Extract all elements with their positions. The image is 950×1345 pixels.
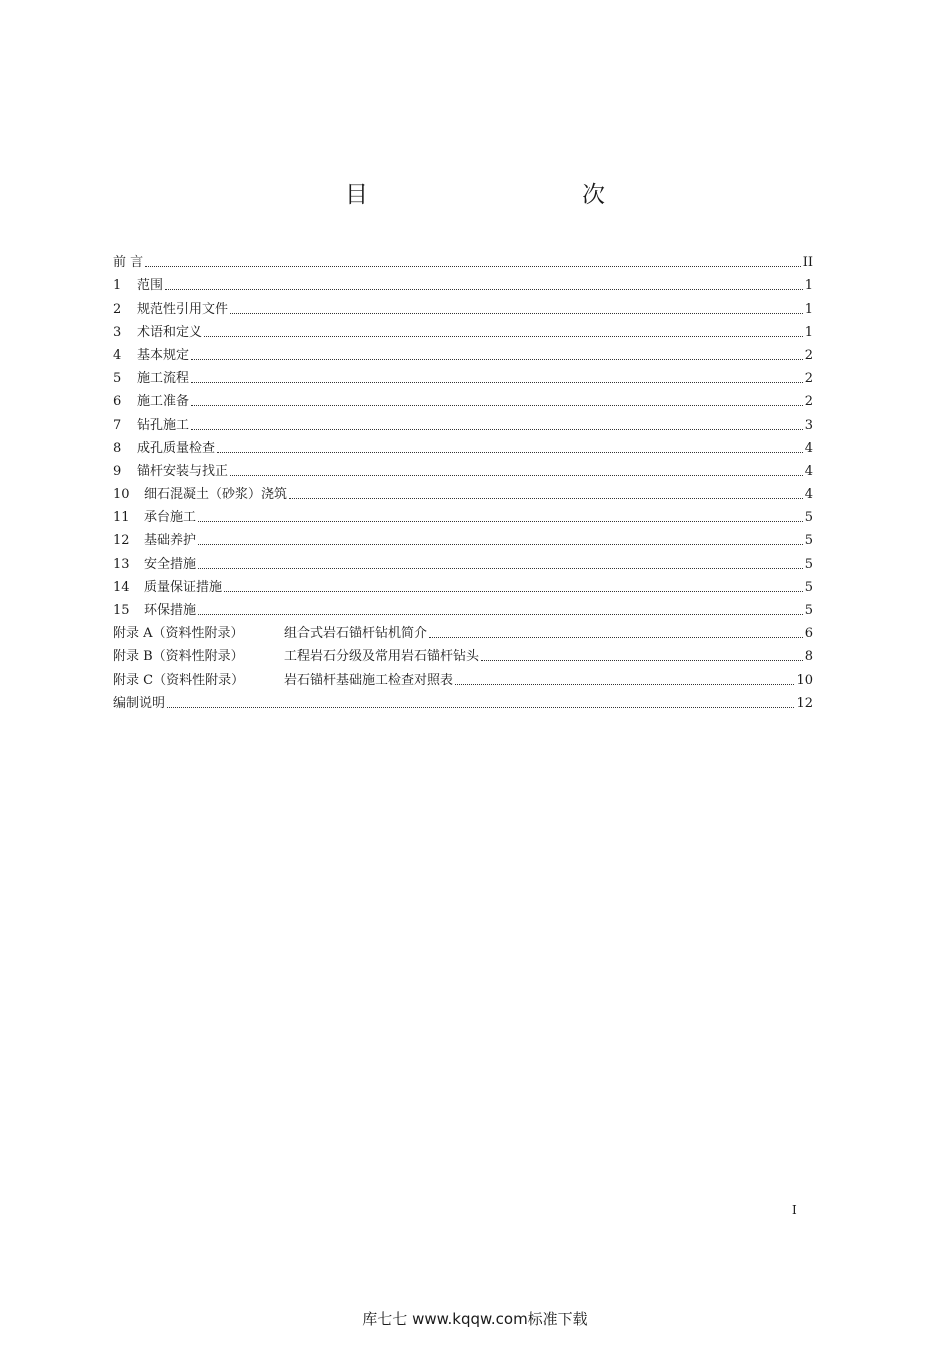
toc-leader-dots [191,414,803,437]
toc-entry-page: 1 [804,301,813,317]
toc-entry-label: 承台施工 [144,510,197,526]
toc-entry-number: 1 [113,278,122,294]
toc-leader-dots [198,506,803,529]
table-of-contents [113,251,813,715]
toc-entry-14[interactable] [113,576,813,599]
toc-entry-page: 10 [796,672,813,688]
toc-entry-number: 6 [113,394,122,410]
toc-entry-appendix-prefix: 附录 A（资料性附录） [113,626,244,642]
toc-entry-label: 范围 [137,278,164,294]
toc-entry-number: 9 [113,463,122,479]
toc-entry-2[interactable] [113,297,813,320]
toc-entry-page: 5 [804,556,813,572]
toc-entry-3[interactable] [113,321,813,344]
toc-entry-appendix-a[interactable] [113,622,813,645]
toc-entry-label: 岩石锚杆基础施工检查对照表 [284,672,454,688]
toc-entry-number: 4 [113,347,122,363]
toc-entry-label: 前 言 [113,255,144,271]
toc-entry-5[interactable] [113,367,813,390]
toc-entry-page: 5 [804,533,813,549]
toc-entry-13[interactable] [113,552,813,575]
toc-entry-label: 术语和定义 [137,324,203,340]
toc-leader-dots [204,321,803,344]
toc-leader-dots [198,553,803,576]
toc-entry-number: 5 [113,371,122,387]
toc-entry-page: II [802,255,813,271]
toc-entry-8[interactable] [113,437,813,460]
toc-entry-appendix-b[interactable] [113,645,813,668]
toc-entry-number: 8 [113,440,122,456]
toc-entry-4[interactable] [113,344,813,367]
toc-entry-page: 4 [804,463,813,479]
toc-entry-number: 15 [113,603,130,618]
toc-leader-dots [191,390,803,413]
toc-entry-page: 5 [804,510,813,526]
toc-entry-11[interactable] [113,506,813,529]
toc-entry-number: 7 [113,417,122,433]
toc-entry-number: 2 [113,301,122,317]
toc-entry-number: 10 [113,487,130,503]
toc-entry-page: 8 [804,649,813,665]
toc-entry-1[interactable] [113,274,813,297]
toc-entry-compilation-notes[interactable] [113,692,813,715]
toc-leader-dots [198,529,803,552]
toc-entry-number: 13 [113,556,130,572]
toc-entry-page: 2 [804,371,813,387]
toc-leader-dots [230,460,803,483]
footer-watermark-text: 库七七 www.kqqw.com标准下载 [362,1310,588,1328]
toc-entry-label: 环保措施 [144,603,197,618]
toc-leader-dots [230,298,803,321]
toc-entry-label: 基础养护 [144,533,197,549]
toc-leader-dots [165,274,803,297]
toc-entry-label: 质量保证措施 [144,579,223,595]
toc-entry-7[interactable] [113,413,813,436]
toc-entry-label: 规范性引用文件 [137,301,229,317]
toc-entry-page: 6 [804,626,813,642]
toc-entry-number: 12 [113,533,130,549]
toc-entry-15[interactable] [113,599,813,622]
toc-leader-dots [191,344,803,367]
toc-entry-number: 14 [113,579,130,595]
page-title: 目 次 [345,182,661,208]
toc-entry-page: 5 [804,579,813,595]
toc-entry-label: 锚杆安装与找正 [137,463,229,479]
toc-entry-label: 安全措施 [144,556,197,572]
toc-entry-page: 3 [804,417,813,433]
toc-entry-label: 基本规定 [137,347,190,363]
toc-entry-label: 钻孔施工 [137,417,190,433]
toc-entry-page: 2 [804,347,813,363]
toc-entry-6[interactable] [113,390,813,413]
toc-entry-9[interactable] [113,460,813,483]
toc-leader-dots [224,576,803,599]
toc-entry-page: 2 [804,394,813,410]
toc-entry-label: 工程岩石分级及常用岩石锚杆钻头 [284,649,480,665]
toc-entry-10[interactable] [113,483,813,506]
toc-entry-number: 3 [113,324,122,340]
toc-entry-label: 施工流程 [137,371,190,387]
toc-leader-dots [289,483,803,506]
toc-entry-page: 1 [804,324,813,340]
toc-entry-appendix-prefix: 附录 B（资料性附录） [113,649,244,665]
toc-entry-label: 编制说明 [113,695,166,711]
toc-leader-dots [217,437,803,460]
toc-entry-12[interactable] [113,529,813,552]
toc-entry-page: 5 [804,603,813,618]
toc-entry-preface[interactable] [113,251,813,274]
toc-entry-label: 成孔质量检查 [137,440,216,456]
toc-entry-page: 4 [804,440,813,456]
toc-entry-number: 11 [113,510,130,526]
toc-entry-label: 组合式岩石锚杆钻机简介 [284,626,428,642]
toc-leader-dots [481,645,803,668]
toc-entry-appendix-c[interactable] [113,668,813,691]
toc-leader-dots [145,251,801,274]
toc-leader-dots [429,622,803,645]
toc-leader-dots [191,367,803,390]
toc-entry-page: 12 [796,695,813,711]
toc-leader-dots [167,692,794,715]
page-number: I [792,1203,797,1217]
toc-leader-dots [198,599,803,622]
toc-entry-label: 细石混凝土（砂浆）浇筑 [144,487,288,503]
toc-entry-page: 4 [804,487,813,503]
toc-entry-appendix-prefix: 附录 C（资料性附录） [113,672,245,688]
toc-entry-label: 施工准备 [137,394,190,410]
toc-leader-dots [455,669,794,692]
toc-entry-page: 1 [804,278,813,294]
